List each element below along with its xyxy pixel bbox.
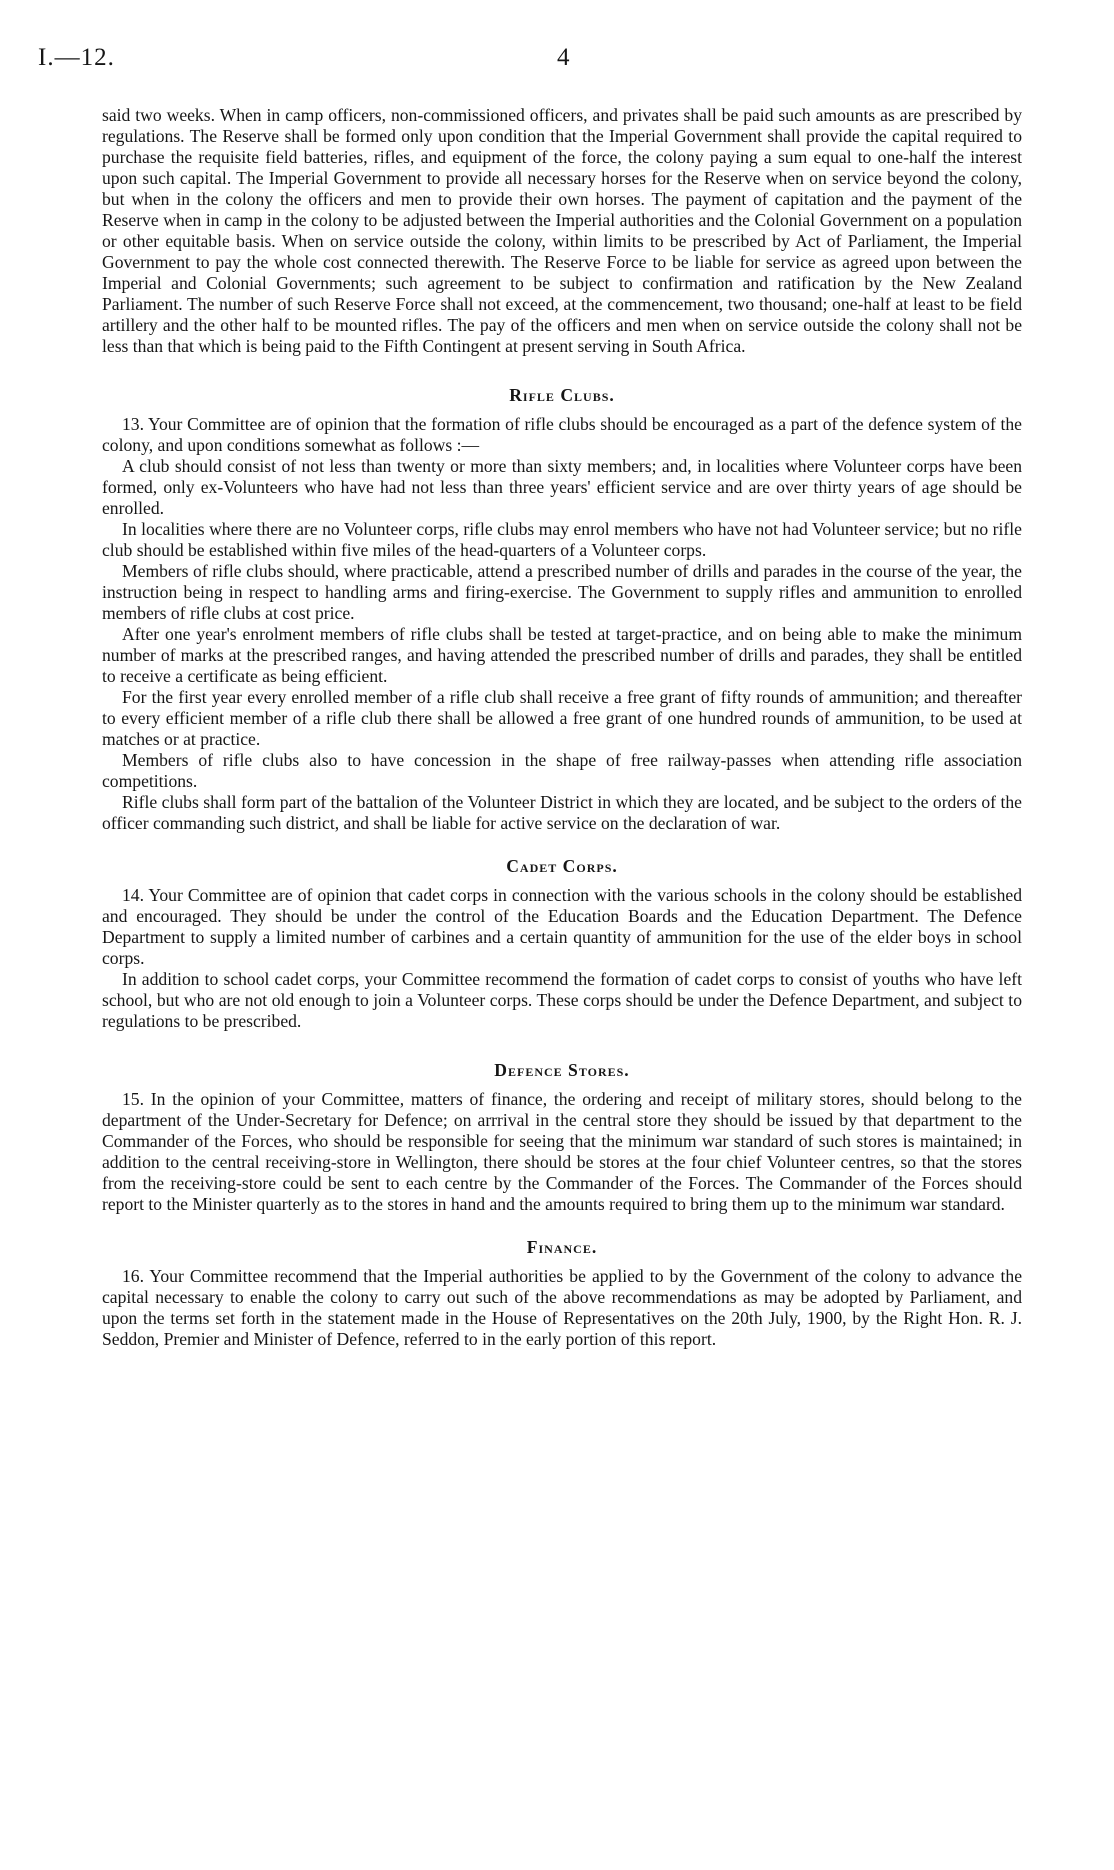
cadet-corps-paragraph: In addition to school cadet corps, your Committee recommend the formation of cadet corps to consist of youths who have left school, but who are not old enough to join a Volunteer corps. These corps should be under the Defence Department, and subject to regulations to be prescribed. — [102, 969, 1022, 1031]
cadet-corps-paragraph: 14. Your Committee are of opinion that cadet corps in connection with the various schools in the colony should be established and encouraged. They should be under the control of the Education Boards and the Education Department. The Defence Department to supply a limited number of carbines and a certain quantity of ammunition for the use of the elder boys in school corps. — [102, 885, 1022, 968]
finance-heading: Finance. — [526, 1237, 598, 1257]
rifle-clubs-paragraph: Members of rifle clubs also to have concession in the shape of free railway-passes when attending rifle association competitions. — [102, 750, 1022, 791]
defence-stores-heading: Defence Stores. — [494, 1060, 630, 1080]
rifle-clubs-paragraph: A club should consist of not less than twenty or more than sixty members; and, in localities where Volunteer corps have been formed, only ex-Volunteers who have had not less than three years' efficient service and are over thirty years of age should be enrolled. — [102, 456, 1022, 518]
rifle-clubs-paragraph: Members of rifle clubs should, where practicable, attend a prescribed number of drills and parades in the course of the year, the instruction being in respect to handling arms and firing-exercise. The Government to supply rifles and ammunition to enrolled members of rifle clubs at cost price. — [102, 561, 1022, 623]
cadet-corps-heading: Cadet Corps. — [506, 856, 618, 876]
rifle-clubs-paragraph: Rifle clubs shall form part of the battalion of the Volunteer District in which they are located, and be subject to the orders of the officer commanding such district, and shall be liable for active service on the declaration of war. — [102, 792, 1022, 833]
opening-paragraph: said two weeks. When in camp officers, non-commissioned officers, and privates shall be paid such amounts as are prescribed by regulations. The Reserve shall be formed only upon condition that the Imperial Government shall provide the capital required to purchase the requisite field batteries, rifles, and equipment of the force, the colony paying a sum equal to one-half the interest upon such capital. The Imperial Government to provide all necessary horses for the Reserve when on service beyond the colony, but when in the colony the officers and men to provide their own horses. The payment of capitation and the payment of the Reserve when in camp in the colony to be adjusted between the Imperial authorities and the Colonial Government on a population or other equitable basis. When on service outside the colony, within limits to be prescribed by Act of Parliament, the Imperial Government to pay the whole cost connected therewith. The Reserve Force to be liable for service as agreed upon between the Imperial and Colonial Governments; such agreement to be subject to confirmation and ratification by the New Zealand Parliament. The number of such Reserve Force shall not exceed, at the commencement, two thousand; one-half at least to be field artillery and the other half to be mounted rifles. The pay of the officers and men when on service outside the colony shall not be less than that which is being paid to the Fifth Contingent at present serving in South Africa. — [102, 105, 1022, 356]
page-number: 4 — [557, 44, 570, 71]
rifle-clubs-heading: Rifle Clubs. — [509, 385, 615, 405]
finance-paragraph: 16. Your Committee recommend that the Imperial authorities be applied to by the Government of the colony to advance the capital necessary to enable the colony to carry out such of the above recommendations as may be adopted by Parliament, and upon the terms set forth in the statement made in the House of Representatives on the 20th July, 1900, by the Right Hon. R. J. Seddon, Premier and Minister of Defence, referred to in the early portion of this report. — [102, 1266, 1022, 1349]
rifle-clubs-paragraph: For the first year every enrolled member of a rifle club shall receive a free grant of fifty rounds of ammunition; and thereafter to every efficient member of a rifle club there shall be allowed a free grant of one hundred rounds of ammunition, to be used at matches or at practice. — [102, 687, 1022, 749]
rifle-clubs-paragraph: After one year's enrolment members of rifle clubs shall be tested at target-practice, and on being able to make the minimum number of marks at the prescribed ranges, and having attended the prescribed number of drills and parades, they shall be entitled to receive a certificate as being efficient. — [102, 624, 1022, 686]
document-reference: I.—12. — [38, 44, 115, 71]
document-body — [102, 105, 1022, 1350]
rifle-clubs-paragraph: 13. Your Committee are of opinion that the formation of rifle clubs should be encouraged as a part of the defence system of the colony, and upon conditions somewhat as follows :— — [102, 414, 1022, 455]
rifle-clubs-paragraph: In localities where there are no Volunteer corps, rifle clubs may enrol members who have not had Volunteer service; but no rifle club should be established within five miles of the head-quarters of a Volunteer corps. — [102, 519, 1022, 560]
defence-stores-paragraph: 15. In the opinion of your Committee, matters of finance, the ordering and receipt of military stores, should belong to the department of the Under-Secretary for Defence; on arrrival in the central store they should be issued by that department to the Commander of the Forces, who should be responsible for seeing that the minimum war standard of such stores is maintained; in addition to the central receiving-store in Wellington, there should be stores at the four chief Volunteer centres, so that the stores from the receiving-store could be sent to each centre by the Commander of the Forces. The Commander of the Forces should report to the Minister quarterly as to the stores in hand and the amounts required to bring them up to the minimum war standard. — [102, 1089, 1022, 1214]
